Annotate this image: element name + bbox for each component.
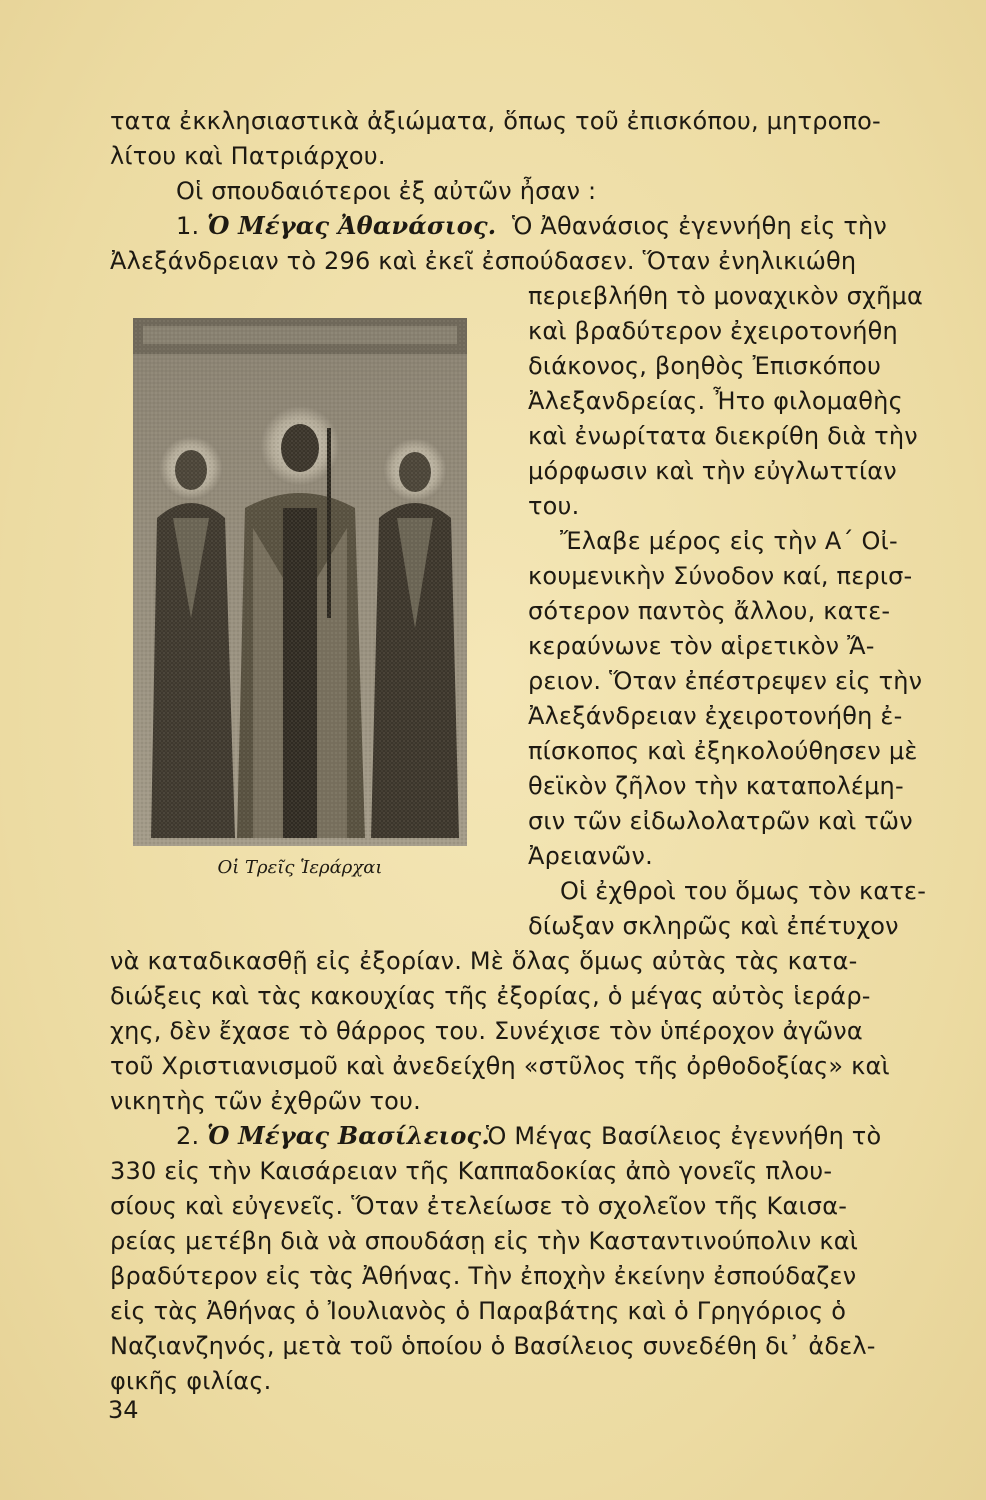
- text-line: Ἀρειανῶν.: [528, 842, 653, 870]
- text-line: ρείας μετέβη διὰ νὰ σπουδάσῃ εἰς τὴν Κασταντινούπολιν καὶ: [110, 1227, 859, 1255]
- text-line: πίσκοπος καὶ ἐξηκολούθησεν μὲ: [528, 737, 918, 765]
- photo-caption: Οἱ Τρεῖς Ἱεράρχαι: [217, 857, 383, 878]
- text-line: καὶ ἐνωρίτατα διεκρίθη διὰ τὴν: [528, 422, 918, 450]
- text-line: Ὁ Ἀθανάσιος ἐγεννήθη εἰς τὴν: [512, 212, 888, 240]
- text-line: καὶ βραδύτερον ἐχειροτονήθη: [528, 317, 898, 345]
- text-line: λίτου καὶ Πατριάρχου.: [110, 142, 386, 170]
- text-line: Ἔλαβε μέρος εἰς τὴν Α΄ Οἰ-: [560, 527, 898, 555]
- text-line: Ἀλεξάνδρειαν τὸ 296 καὶ ἐκεῖ ἐσπούδασεν. Ὅταν ἐνηλικιώθη: [110, 247, 857, 275]
- text-line: Ναζιανζηνός, μετὰ τοῦ ὁποίου ὁ Βασίλειος συνεδέθη δι᾽ ἀδελ-: [110, 1332, 876, 1360]
- section-heading: Ὁ Μέγας Ἀθανάσιος.: [207, 211, 497, 240]
- text-line: σότερον παντὸς ἄλλου, κατε-: [528, 597, 891, 625]
- text-line: νικητὴς τῶν ἐχθρῶν του.: [110, 1087, 421, 1115]
- text-line: 330 εἰς τὴν Καισάρειαν τῆς Καππαδοκίας ἀπὸ γονεῖς πλου-: [110, 1157, 833, 1185]
- text-line: βραδύτερον εἰς τὰς Ἀθήνας. Τὴν ἐποχὴν ἐκείνην ἐσπούδαζεν: [110, 1262, 857, 1290]
- section-number: 2.: [176, 1122, 200, 1150]
- text-line: δίωξαν σκληρῶς καὶ ἐπέτυχον: [528, 912, 899, 940]
- text-line: εἰς τὰς Ἀθήνας ὁ Ἰουλιανὸς ὁ Παραβάτης καὶ ὁ Γρηγόριος ὁ: [110, 1297, 847, 1325]
- text-line: νὰ καταδικασθῇ εἰς ἐξορίαν. Μὲ ὅλας ὅμως αὐτὰς τὰς κατα-: [110, 947, 858, 975]
- text-line: μόρφωσιν καὶ τὴν εὐγλωττίαν: [528, 457, 897, 485]
- text-line: διάκονος, βοηθὸς Ἐπισκόπου: [528, 352, 882, 380]
- text-line: Ὁ Μέγας Βασίλειος ἐγεννήθη τὸ: [486, 1122, 882, 1150]
- text-line: σιν τῶν εἰδωλολατρῶν καὶ τῶν: [528, 807, 913, 835]
- section-heading: Ὁ Μέγας Βασίλειος.: [207, 1121, 490, 1150]
- text-line: κουμενικὴν Σύνοδον καί, περισ-: [528, 562, 913, 590]
- text-line: Ἀλεξανδρείας. Ἦτο φιλομαθὴς: [528, 387, 903, 415]
- text-line: Οἱ σπουδαιότεροι ἐξ αὐτῶν ἦσαν :: [176, 177, 597, 205]
- text-line: Οἱ ἐχθροὶ του ὅμως τὸν κατε-: [560, 877, 927, 905]
- text-line: του.: [528, 492, 580, 520]
- text-line: κεραύνωνε τὸν αἱρετικὸν Ἄ-: [528, 632, 875, 660]
- text-line: ρειον. Ὅταν ἐπέστρεψεν εἰς τὴν: [528, 667, 923, 695]
- text-line: χης, δὲν ἔχασε τὸ θάρρος του. Συνέχισε τὸν ὑπέροχον ἀγῶνα: [110, 1017, 863, 1045]
- section-number: 1.: [176, 212, 200, 240]
- text-line: περιεβλήθη τὸ μοναχικὸν σχῆμα: [528, 282, 923, 310]
- page-number: 34: [108, 1396, 139, 1424]
- text-line: τοῦ Χριστιανισμοῦ καὶ ἀνεδείχθη «στῦλος τῆς ὀρθοδοξίας» καὶ: [110, 1052, 890, 1080]
- text-line: φικῆς φιλίας.: [110, 1367, 272, 1395]
- text-line: τατα ἐκκλησιαστικὰ ἀξιώματα, ὅπως τοῦ ἐπισκόπου, μητροπο-: [110, 107, 881, 135]
- text-line: Ἀλεξάνδρειαν ἐχειροτονήθη ἐ-: [528, 702, 903, 730]
- three-hierarchs-photo: [133, 318, 467, 846]
- text-line: διώξεις καὶ τὰς κακουχίας τῆς ἐξορίας, ὁ μέγας αὐτὸς ἱεράρ-: [110, 982, 871, 1010]
- text-line: θεϊκὸν ζῆλον τὴν καταπολέμη-: [528, 772, 904, 800]
- text-line: σίους καὶ εὐγενεῖς. Ὅταν ἐτελείωσε τὸ σχολεῖον τῆς Καισα-: [110, 1192, 848, 1220]
